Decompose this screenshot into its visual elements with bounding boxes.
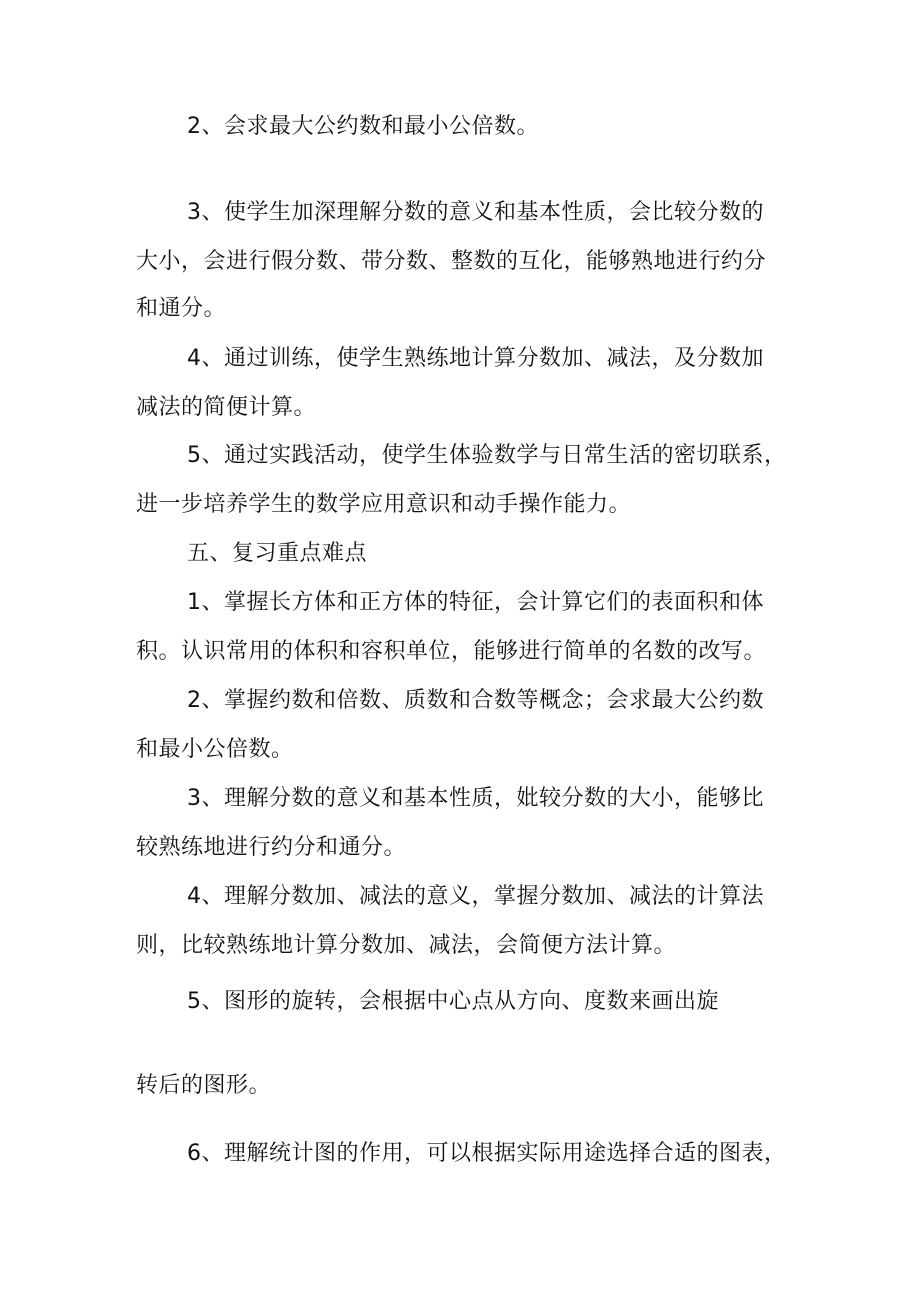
text-line: 1、掌握长方体和正方体的特征，会计算它们的表面积和体 [187, 590, 764, 615]
section-heading: 五、复习重点难点 [187, 541, 368, 566]
text-line: 减法的简便计算。 [136, 395, 317, 420]
text-line: 5、图形的旋转，会根据中心点从方向、度数来画出旋 [187, 989, 719, 1014]
text-line: 3、使学生加深理解分数的意义和基本性质，会比较分数的 [187, 200, 764, 225]
text-line: 大小，会进行假分数、带分数、整数的互化，能够熟地进行约分 [136, 249, 767, 274]
text-line: 6、理解统计图的作用，可以根据实际用途选择合适的图表， [187, 1141, 787, 1166]
text-line: 转后的图形。 [136, 1073, 272, 1098]
text-line: 进一步培养学生的数学应用意识和动手操作能力。 [136, 492, 632, 517]
text-line: 和通分。 [136, 296, 227, 321]
text-line: 和最小公倍数。 [136, 737, 294, 762]
text-line: 3、理解分数的意义和基本性质，妣较分数的大小，能够比 [187, 786, 764, 811]
text-line: 4、通过训练，使学生熟练地计算分数加、减法，及分数加 [187, 346, 764, 371]
text-line: 4、理解分数加、减法的意义，掌握分数加、减法的计算法 [187, 884, 764, 909]
text-line: 较熟练地进行约分和通分。 [136, 835, 407, 860]
text-line: 2、会求最大公约数和最小公倍数。 [187, 114, 539, 139]
text-line: 则，比较熟练地计算分数加、减法，会简便方法计算。 [136, 933, 677, 958]
text-line: 2、掌握约数和倍数、质数和合数等概念；会求最大公约数 [187, 688, 764, 713]
text-line: 5、通过实践活动，使学生体验数学与日常生活的密切联系， [187, 443, 787, 468]
text-line: 积。认识常用的体积和容积单位，能够进行简单的名数的改写。 [136, 639, 767, 664]
